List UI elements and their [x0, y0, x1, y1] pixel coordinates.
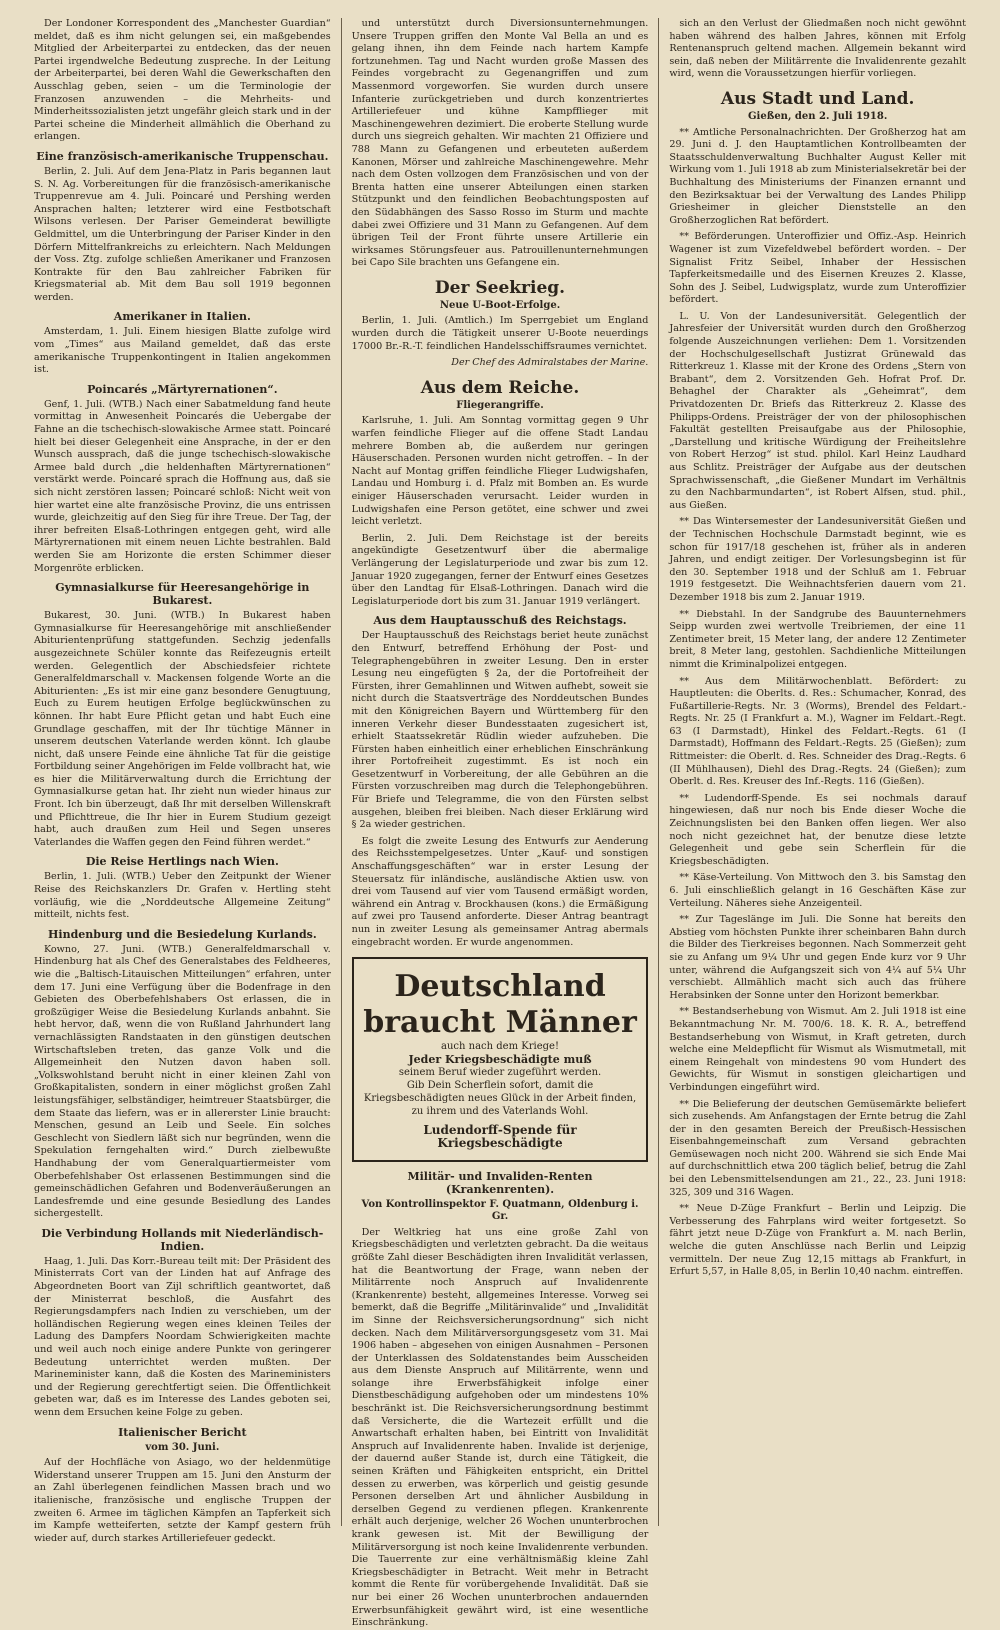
article-body: Berlin, 1. Juli. (Amtlich.) Im Sperrgebiet um England wurden durch die Tätigkeit unserer U-Boote neuerdings 17000 Br.-R.-T. feindlichen Handelsschiffsraumes vernichtet. — [351, 315, 649, 352]
column-left — [24, 18, 341, 1544]
headline: Eine französisch-amerikanische Truppenschau. — [36, 149, 329, 163]
article-body: Berlin, 1. Juli. (WTB.) Ueber den Zeitpunkt der Wiener Reise des Reichskanzlers Dr. Grafen v. Hertling steht vorläufig, wie die „Norddeutsche Allgemeine Zeitung“ mitteilt, nichts fest. — [34, 871, 331, 921]
columns — [24, 18, 976, 1629]
subheadline: Neue U-Boot-Erfolge. — [439, 299, 561, 311]
ad-subline: auch nach dem Kriege! — [441, 1041, 559, 1053]
news-item: ** Die Belieferung der deutschen Gemüsemärkte beliefert sich zusehends. Am Anfangstagen der Ernte betrug die Zahl der in den gesamten Bereich der Preußisch-Hessischen Eisenbahngemeinschaft zum Versand gebrachten Gemüsewagen noch nicht 200. Während sie sich Ende Mai auf durchschnittlich etwa 200 täglich belief, betrug die Zahl bei den Lebensmittelsendungen am 21., 22., 23. Juni 1918: 325, 309 und 316 Wagen. — [669, 1098, 967, 1198]
ad-headline-2: braucht Männer — [363, 1005, 637, 1041]
article-intro: Der Londoner Korrespondent des „Manchester Guardian“ meldet, daß es ihm nicht gelungen sei, ein maßgebendes Mitglied der Arbeiterpartei zu entdecken, das der neuen Partei irgendwelche Bedeutung zuspreche. In der Leitung der Arbeiterpartei, bei deren Wahl die Gewerkschaften den Ausschlag geben, seien – um die Terminologie der Franzosen anzuwenden – die Mehrheits- und Minderheitssozialisten jetzt ungefähr gleich stark und in der Partei scheine die Minderheit allmählich die Oberhand zu erlangen. — [34, 18, 331, 143]
column-right — [658, 18, 976, 1526]
section-title: Der Seekrieg. — [434, 277, 566, 298]
headline: Die Verbindung Hollands mit Niederländisch-Indien. — [41, 1226, 324, 1253]
news-item: L. U. Von der Landesuniversität. Gelegentlich der Jahresfeier der Universität wurden durch den Großherzog folgende Auszeichnungen verliehen: Dem 1. Vorsitzenden der Hochschulgesellschaft Justizrat Grünewald das Ritterkreuz 1. Klasse mit der Krone des Ordens „Stern von Brabant“, dem 2. Vorsitzenden Geh. Hofrat Prof. Dr. Behaghel der Charakter als „Geheimrat“, dem Privatdozenten Dr. Briefs das Ritterkreuz 2. Klasse des Philipps-Ordens. Preisträger der von der philosophischen Fakultät gestellten Preisaufgabe aus der Philosophie, „Darstellung und kritische Würdigung der Freiheitslehre von Robert Herzog“ ist stud. philol. Karl Heinz Laudhard aus Schlitz. Preisträger der Aufgabe aus der deutschen Sprachwissenschaft, „die Gießener Mundart im Verhältnis zu den Nachbarmundarten“, ist Robert Alfsen, stud. phil., aus Gießen. — [669, 310, 967, 511]
news-item: ** Das Wintersemester der Landesuniversität Gießen und der Technischen Hochschule Darmstadt beginnt, wie es schon für 1917/18 geschehen ist, früher als in anderen Jahren, und endigt zeitiger. Der Vorlesungsbeginn ist für den 30. September 1918 und der Schluß am 1. Februar 1919 festgesetzt. Die Weihnachtsferien dauern vom 21. Dezember 1918 bis zum 2. Januar 1919. — [669, 516, 967, 603]
ad-text: Gib Dein Scherflein sofort, damit die Kriegsbeschädigten neues Glück in der Arbeit finden, zu ihrem und des Vaterlands Wohl. — [363, 1080, 637, 1118]
headline: Hindenburg und die Besiedelung Kurlands. — [48, 927, 317, 941]
column-middle — [341, 18, 659, 1629]
advertisement-box — [352, 957, 649, 1161]
section-title: Aus dem Reiche. — [420, 377, 580, 398]
article-body: Karlsruhe, 1. Juli. Am Sonntag vormittag gegen 9 Uhr warfen feindliche Flieger auf die offene Stadt Landau mehrere Bomben ab, die außerdem nur geringen Häuserschaden. Personen wurden nicht getroffen. – In der Nacht auf Montag griffen feindliche Flieger Ludwigshafen, Landau und Homburg i. d. Pfalz mit Bomben an. Es wurde einiger Häuserschaden verursacht. Leider wurden in Ludwigshafen eine Person getötet, eine schwer und zwei leicht verletzt. — [351, 415, 649, 528]
article-body: Genf, 1. Juli. (WTB.) Nach einer Sabatmeldung fand heute vormittag in Anwesenheit Poincarés die Uebergabe der Fahne an die tschechisch-slowakische Armee statt. Poincaré hielt bei dieser Gelegenheit eine Ansprache, in der er den Wunsch aussprach, daß die junge tschechisch-slowakische Armee bald durch „die heldenhaften Märtyrernationen“ verstärkt werde. Poincaré sprach die Hoffnung aus, daß sie sich nicht zerstören lassen; Poincaré schloß: Nicht weit von hier wartet eine alte französische Provinz, die uns entrissen wurde, gleichzeitig auf den Sieg für ihre Treue. Der Tag, der ihrer befreiten Elsaß-Lothringen entgegen geht, wird alle Märtyrernationen mit einem neuen Lichte bestrahlen. Bald werden Sie am Horizonte die ersten Schimmer dieser Morgenröte erblicken. — [34, 398, 331, 574]
article-body: Auf der Hochfläche von Asiago, wo der heldenmütige Widerstand unserer Truppen am 15. Juni den Ansturm der an Zahl überlegenen feindlichen Massen brach und wo italienische, französische und englische Truppen der zweiten 6. Armee im täglichen Kämpfen an Tapferkeit sich im Kampfe wetteiferten, setzte der Kampf gestern früh wieder auf, durch starkes Artilleriefeuer gedeckt. — [34, 1457, 331, 1544]
headline: Poincarés „Märtyrernationen“. — [87, 382, 278, 396]
headline: Italienischer Bericht — [118, 1425, 247, 1439]
byline: Von Kontrollinspektor F. Quatmann, Oldenburg i. Gr. — [361, 1198, 639, 1223]
news-item: ** Aus dem Militärwochenblatt. Befördert: zu Hauptleuten: die Oberlts. d. Res.: Schumacher, Konrad, des Fußartillerie-Regts. Nr. 3 (Worms), Brendel des Feldart.-Regts. Nr. 25 (I Frankfurt a. M.), Wagner im Feldart.-Regt. 63 (I Darmstadt), Hinkel des Feldart.-Regts. 61 (I Darmstadt), Hoffmann des Feldart.-Regts. 25 (Gießen); zum Rittmeister: die Oberlt. d. Res. Schneider des Drag.-Regts. 6 (II Mühlhausen), Diehl des Drag.-Regts. 24 (Gießen); zum Oberlt. d. Res. Kreuser des Inf.-Regts. 116 (Gießen). — [669, 675, 967, 788]
news-item: ** Neue D-Züge Frankfurt – Berlin und Leipzig. Die Verbesserung des Fahrplans wird weiter fortgesetzt. So fährt jetzt neue D-Züge von Frankfurt a. M. nach Berlin, welche die guten Anschlüsse nach Berlin und Leipzig vermitteln. Der neue Zug 12,15 mittags ab Frankfurt, in Erfurt 5,57, in Halle 8,05, in Berlin 10,40 nachm. eintreffen. — [669, 1203, 967, 1278]
article-body: Berlin, 2. Juli. Auf dem Jena-Platz in Paris begannen laut S. N. Ag. Vorbereitungen für die französisch-amerikanische Truppenrevue am 4. Juli. Poincaré und Pershing werden Ansprachen halten; letzterer wird eine Festbotschaft Wilsons verlesen. Der Pariser Gemeinderat bewilligte Geldmittel, um die Unterbringung der Pariser Kinder in den Dörfern Mittelfrankreichs zu erleichtern. Nach Meldungen der Voss. Ztg. zufolge schließen Amerikaner und Franzosen Kontrakte für den Bau zahlreicher Fabriken für Kriegsmaterial ab. Mit dem Bau soll 1919 begonnen werden. — [34, 165, 331, 303]
article-body: Amsterdam, 1. Juli. Einem hiesigen Blatte zufolge wird vom „Times“ aus Mailand gemeldet, daß das erste amerikanische Truppenkontingent in Italien angekommen ist. — [34, 326, 331, 376]
ad-headline: Deutschland — [394, 969, 606, 1005]
signature: Der Chef des Admiralstabes der Marine. — [451, 357, 649, 369]
ad-text: Jeder Kriegsbeschädigte muß — [408, 1052, 592, 1066]
news-item: ** Zur Tageslänge im Juli. Die Sonne hat bereits den Abstieg vom höchsten Punkte ihrer scheinbaren Bahn durch die Bilder des Tierkreises begonnen. Nach Sommerzeit geht sie zu Anfang um 9¼ Uhr und gegen Ende kurz vor 9 Uhr unter, während die Aufgangszeit sich von 4¼ auf 5¼ Uhr verschiebt. Allmählich macht sich auch das frühere Herabsinken der Sonne unter den Horizont bemerkbar. — [669, 914, 967, 1001]
news-item: ** Ludendorff-Spende. Es sei nochmals darauf hingewiesen, daß nur noch bis Ende dieser Woche die Zeichnungslisten bei den Banken offen liegen. Wer also noch nicht gezeichnet hat, der benutze diese letzte Gelegenheit und gebe sein Scherflein für die Kriegsbeschädigten. — [669, 792, 967, 867]
article-body: Der Weltkrieg hat uns eine große Zahl von Kriegsbeschädigten und verletzten gebracht. Da die weitaus größte Zahl dieser Beschädigten ihren Invalidität verlassen, hat die Beantwortung der Frage, wann neben der Militärrente noch Anspruch auf Invalidenrente (Krankenrente) besteht, allgemeines Interesse. Vorweg sei bemerkt, daß die Begriffe „Militärinvalide“ und „Invalidität im Sinne der Reichsversicherungsordnung“ sich nicht decken. Nach dem Militärversorgungsgesetz vom 31. Mai 1906 haben – abgesehen von einigen Ausnahmen – Personen der Unterklassen des Soldatenstandes beim Ausscheiden aus dem Dienste Anspruch auf Militärrente, wenn und solange ihre Erwerbsfähigkeit infolge einer Dienstbeschädigung aufgehoben oder um mindestens 10% beschränkt ist. Die Reichsversicherungsordnung bestimmt daß Versicherte, die die Wartezeit erfüllt und die Anwartschaft erhalten haben, bei Eintritt von Invalidität Anspruch auf Invalidenrente haben. Invalide ist derjenige, der dauernd außer Stande ist, durch eine Tätigkeit, die seinen Kräften und Fähigkeiten entspricht, ein Drittel dessen zu erwerben, was körperlich und geistig gesunde Personen derselben Art und ähnlicher Ausbildung in derselben Gegend zu verdienen pflegen. Krankenrente erhält auch derjenige, welcher 26 Wochen ununterbrochen krank gewesen ist. Mit der Bewilligung der Militärversorgung ist noch keine Invalidenrente verbunden. Die Tauerrente zur eine verhältnismäßig kleine Zahl Kriegsbeschädigter in Betracht. Weit mehr in Betracht kommt die Rente für vorübergehende Invalidität. Daß sie nur bei einer 26 Wochen ununterbrochen andauernden Erwerbsunfähigkeit gewährt wird, ist eine wesentliche Einschränkung. — [351, 1226, 649, 1629]
headline: Gymnasialkurse für Heeresangehörige in Bukarest. — [55, 581, 310, 608]
article-intro: und unterstützt durch Diversionsunternehmungen. Unsere Truppen griffen den Monte Val Bella an und es gelang ihnen, ihn dem Feinde nach hartem Kampfe fortzunehmen. Tag und Nacht wurden große Massen des Feindes vorgebracht zu Gegenangriffen und zum Massenmord vorgeworfen. Sie wurden durch unsere Infanterie zurückgetrieben und durch konzentriertes Artilleriefeuer und kühne Kampfflieger mit Maschinengewehren dezimiert. Die eroberte Stellung wurde durch uns siegreich gehalten. Wir machten 21 Offiziere und 788 Mann zu Gefangenen und erbeuteten außerdem Kanonen, Mörser und zahlreiche Maschinengewehre. Mehr nach dem Osten vollzogen dem Französischen und von der Brenta hatten eine unserer Abteilungen einen starken Stützpunkt und den feindlichen Beobachtungsposten auf den Südabhängen des Sasso Rosso im Sturm und machte dabei zwei Offiziere und 31 Mann zu Gefangenen. Auf dem übrigen Teil der Front führte unsere Artillerie ein wirksames Störungsfeuer aus. Patrouillenunternehmungen bei Capo Sile brachten uns Gefangene ein. — [351, 18, 649, 269]
headline: Die Reise Hertlings nach Wien. — [85, 855, 279, 869]
headline: Amerikaner in Italien. — [113, 310, 251, 324]
article-body: Bukarest, 30. Juni. (WTB.) In Bukarest haben Gymnasialkurse für Heeresangehörige mit anschließender Abiturientenprüfung stattgefunden. Sechzig jedenfalls ausgezeichnete Schüler konnte das Reifezeugnis erteilt werden. Gelegentlich der Abschiedsfeier richtete Generalfeldmarschall v. Mackensen folgende Worte an die Abiturienten: „Es ist mir eine ganz besondere Genugtuung, Euch zu Eurem heutigen Erfolge beglückwünschen zu können. Ihr habt Eure Pflicht getan und habt Euch eine Grundlage geschaffen, mit der Ihr tüchtige Männer in unserem deutschen Vaterlande werden könnt. Ich glaube nicht, daß unsere Feinde eine ähnliche Tat für die geistige Fortbildung seiner Angehörigen im Felde vollbracht hat, wie es hier die Militärverwaltung durch die Errichtung der Gymnasialkurse getan hat. Ihr zieht nun wieder hinaus zur Front. Ich bin überzeugt, daß Ihr mit derselben Willenskraft und Pflichttreue, die Ihr hier in Eurem Studium gezeigt habt, auch draußen zum Heil und Segen unseres Vaterlandes die Waffen gegen den Feind führen werdet.“ — [34, 610, 331, 848]
article-body: Es folgt die zweite Lesung des Entwurfs zur Aenderung des Reichsstempelgesetzes. Unter „Kauf- und sonstigen Anschaffungsgeschäften“ war in erster Lesung der Steuersatz für inländische, ausländische Aktien usw. von drei vom Tausend auf vier vom Tausend ermäßigt worden, während ein Antrag v. Brockhausen (kons.) die Ermäßigung auf zwei pro Tausend anforderte. Dieser Antrag beantragt nun in zweiter Lesung als gemeinsamer Antrag abermals eingebracht worden. Er wurde angenommen. — [351, 835, 649, 948]
headline: Militär- und Invaliden-Renten (Krankenrenten). — [407, 1169, 593, 1196]
article-body: Haag, 1. Juli. Das Korr.-Bureau teilt mit: Der Präsident des Ministerrats Cort van der Linden hat auf Anfrage des Abgeordneten Boort van Zijl schriftlich geantwortet, daß der Ministerrat beschloß, die Ausfahrt des Regierungsdampfers nach Indien zu verschieben, um der holländischen Regierung wegen eines kleinen Teiles der Ladung des Dampfers Noordam Schwierigkeiten machte und weil auch noch einige andere Punkte von geringerer Bedeutung unterrichtet werden mußten. Der Marineminister kann, daß die Kosten des Marineministers und der Regierung gerechtfertigt seien. Die Öffentlichkeit gebeten war, daß es im Interesse des Landes geboten sei, wenn dem Ersuchen keine Folge zu geben. — [34, 1255, 331, 1418]
dateline: Gießen, den 2. Juli 1918. — [748, 110, 888, 122]
subheadline: vom 30. Juni. — [145, 1441, 220, 1453]
subheadline: Fliegerangriffe. — [456, 399, 544, 411]
headline: Aus dem Hauptausschuß des Reichstags. — [373, 614, 627, 628]
section-title: Aus Stadt und Land. — [720, 88, 915, 109]
news-item: ** Bestandserhebung von Wismut. Am 2. Juli 1918 ist eine Bekanntmachung Nr. M. 700/6. 18. K. R. A., betreffend Bestandserhebung von Wismut, in Kraft getreten, durch welche eine Meldepflicht für Wismut als Wismutmetall, mit einem Reingehalt von mindestens 90 vom Hundert des Gewichts, für Wismut in sonstigen gleichartigen und Verbindungen eingeführt wird. — [669, 1006, 967, 1093]
ad-text: seinem Beruf wieder zugeführt werden. — [398, 1067, 602, 1079]
news-item: ** Diebstahl. In der Sandgrube des Bauunternehmers Seipp wurden zwei wertvolle Treibriemen, der eine 11 Zentimeter breit, 15 Meter lang, der andere 12 Zentimeter breit, 8 Meter lang, gestohlen. Sachdienliche Mitteilungen nimmt die Kriminalpolizei entgegen. — [669, 608, 967, 670]
article-body: Der Hauptausschuß des Reichstags beriet heute zunächst den Entwurf, betreffend Erhöhung der Post- und Telegraphengebühren in zweiter Lesung. Den in erster Lesung neu eingefügten § 2a, der die Portofreiheit der Fürsten, ihrer Gemahlinnen und Witwen aufhebt, soweit sie nicht durch die Staatsverträge des Norddeutschen Bundes mit den Königreichen Bayern und Württemberg für den inneren Verkehr dieser Bundesstaaten zugesichert ist, erhielt Staatssekretär Rüdlin wieder aufzuheben. Die Fürsten haben einheitlich einer erheblichen Einschränkung ihrer Portofreiheit zugestimmt. Es ist noch ein Gesetzentwurf in Vorbereitung, der alle Gebühren an die Fürsten vorzuschreiben mag durch die Telephongebühren. Für Briefe und Telegramme, die von den Fürsten selbst ausgehen, bleiben frei bleiben. Nach dieser Erklärung wird § 2a wieder gestrichen. — [351, 630, 649, 831]
news-item: ** Käse-Verteilung. Von Mittwoch den 3. bis Samstag den 6. Juli einschließlich gelangt in 16 Geschäften Käse zur Verteilung. Näheres siehe Anzeigenteil. — [669, 872, 967, 909]
news-item: ** Beförderungen. Unteroffizier und Offiz.-Asp. Heinrich Wagener ist zum Vizefeldwebel befördert worden. – Der Signalist Fritz Seibel, Inhaber der Hessischen Tapferkeitsmedaille und des Eisernen Kreuzes 2. Klasse, Sohn des J. Seibel, Ludwigsplatz, wurde zum Unteroffizier befördert. — [669, 231, 967, 306]
news-item: ** Amtliche Personalnachrichten. Der Großherzog hat am 29. Juni d. J. den Hauptamtlichen Kontrollbeamten der Staatsschuldenverwaltung Buchhalter August Keller mit Wirkung vom 1. Juli 1918 ab zum Ministerialsekretär bei der Buchhaltung des Ministeriums der Finanzen ernannt und den Bezirksaktuar bei der Verwaltung des Landes Philipp Griesheimer in gleicher Dienststelle an den Großherzoglichen Rat befördert. — [669, 126, 967, 226]
article-body: Kowno, 27. Juni. (WTB.) Generalfeldmarschall v. Hindenburg hat als Chef des Generalstabes des Feldheeres, wie die „Baltisch-Litauischen Mitteilungen“ erfahren, unter dem 17. Juni eine Verfügung über die Bodenfrage in den Gebieten des Oberbefehlshabers Ost erlassen, die in großzügiger Weise die Besiedelung Kurlands anbahnt. Sie hebt hervor, daß, wenn die von Rußland Jahrhundert lang vernachlässigten Randstaaten in den günstigen deutschen Wirtschaftsleben treten, das ganze Volk und die Allgemeinheit den Nutzen davon haben soll. „Volkswohlstand beruht nicht in einer kleinen Zahl von Großkapitalisten, sondern in einer möglichst großen Zahl leistungsfähiger, selbständiger, heimtreuer Staatsbürger, die dem Staate das liefern, was er in allererster Linie braucht: Menschen, gesund an Leib und Seele. Ein solches Geschlecht von Siedlern läßt sich nur begründen, wenn die Spekulation ferngehalten wird.“ Durch zielbewußte Handhabung der vom Generalquartiermeister vom Oberbefehlshaber Ost erlassenen Bestimmungen sind die gemeinschädlichen Gefahren und Bodenveräußerungen an Landesfremde und eine gesunde Besiedlung des Landes sichergestellt. — [34, 943, 331, 1220]
article-intro: sich an den Verlust der Gliedmaßen noch nicht gewöhnt haben während des halben Jahres, können mit Erfolg Rentenanspruch geltend machen. Allgemein bekannt wird sein, daß neben der Militärrente die Invalidenrente gezahlt wird, wenn die Voraussetzungen hierfür vorliegen. — [669, 18, 967, 80]
article-body: Berlin, 2. Juli. Dem Reichstage ist der bereits angekündigte Gesetzentwurf über die abermalige Verlängerung der Legislaturperiode und zwar bis zum 12. Januar 1920 zugegangen, ferner der Entwurf eines Gesetzes über den Landtag für Elsaß-Lothringen. Danach wird die Legislaturperiode dort bis zum 31. Januar 1919 verlängert. — [351, 532, 649, 607]
ad-footer: Ludendorff-Spende für Kriegsbeschädigte — [423, 1123, 577, 1150]
